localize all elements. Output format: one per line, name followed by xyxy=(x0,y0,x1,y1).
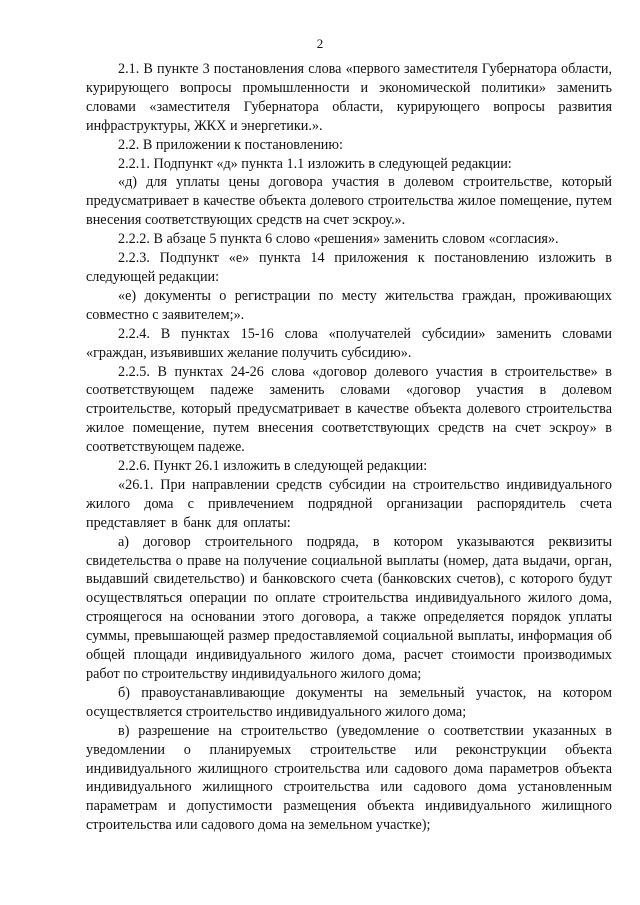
paragraph-2-2-3: 2.2.3. Подпункт «е» пункта 14 приложения к постановлению изложить в следующей редакции: xyxy=(86,250,612,285)
paragraph-2-1: 2.1. В пункте 3 постановления слова «первого заместителя Губернатора области, курирующего вопросы промышленности и экономической политики» заменить словами «заместителя Губернатора области, курирующего вопросы развития инфраструктуры, ЖКХ и энергетики.». xyxy=(86,61,612,134)
paragraph-2-2-2: 2.2.2. В абзаце 5 пункта 6 слово «решения» заменить словом «согласия». xyxy=(118,231,559,248)
paragraph-subitem-d: «д) для уплаты цены договора участия в долевом строительстве, который предусматривает в качестве объекта долевого строительства жилое помещение, путем внесения соответствующих средств на счет эскроу.». xyxy=(86,174,612,229)
paragraph-subitem-e: «е) документы о регистрации по месту жительства граждан, проживающих совместно с заявителем;». xyxy=(86,287,612,323)
paragraph-item-b: б) правоустанавливающие документы на земельный участок, на котором осуществляется строительство индивидуального жилого дома; xyxy=(86,684,612,720)
paragraph-2-2-6: 2.2.6. Пункт 26.1 изложить в следующей редакции: xyxy=(118,458,428,475)
page-number: 2 xyxy=(316,36,324,51)
paragraph-item-a: а) договор строительного подряда, в котором указываются реквизиты свидетельства о праве на получение социальной выплаты (номер, дата выдачи, орган, выдавший свидетельство) и банковского счета (банковских счетов), с которого будут осуществляться операции по оплате строительства индивидуального жилого дома, строящегося на основании этого договора, а также определяется порядок уплаты суммы, превышающей размер предоставляемой социальной выплаты, информация об общей площади индивидуального жилого дома, расчет стоимости производимых работ по строительству индивидуального жилого дома; xyxy=(86,533,612,682)
paragraph-2-2-4: 2.2.4. В пунктах 15-16 слова «получателей субсидии» заменить словами «граждан, изъявивших желание получить субсидию». xyxy=(86,325,612,361)
paragraph-2-2: 2.2. В приложении к постановлению: xyxy=(118,136,343,153)
paragraph-2-2-1: 2.2.1. Подпункт «д» пункта 1.1 изложить в следующей редакции: xyxy=(118,155,512,172)
paragraph-item-v: в) разрешение на строительство (уведомление о соответствии указанных в уведомлении о планируемых строительстве или реконструкции объекта индивидуального жилищного строительства или садового дома параметров объекта индивидуального жилищного строительства или садового дома установленным параметрам и допустимости размещения объекта индивидуального жилищного строительства или садового дома на земельном участке); xyxy=(86,722,612,834)
paragraph-2-2-5: 2.2.5. В пунктах 24-26 слова «договор долевого участия в строительстве» в соответствующем падеже заменить словами «договор участия в долевом строительстве, который предусматривает в качестве объекта долевого строительства жилое помещение, путем внесения соответствующих средств на счет эскроу» в соответствующем падеже. xyxy=(86,363,612,456)
paragraph-26-1: «26.1. При направлении средств субсидии на строительство индивидуального жилого дома с привлечением подрядной организации распорядитель счета представляет в банк для оплаты: xyxy=(86,476,612,531)
document-body xyxy=(86,60,612,835)
